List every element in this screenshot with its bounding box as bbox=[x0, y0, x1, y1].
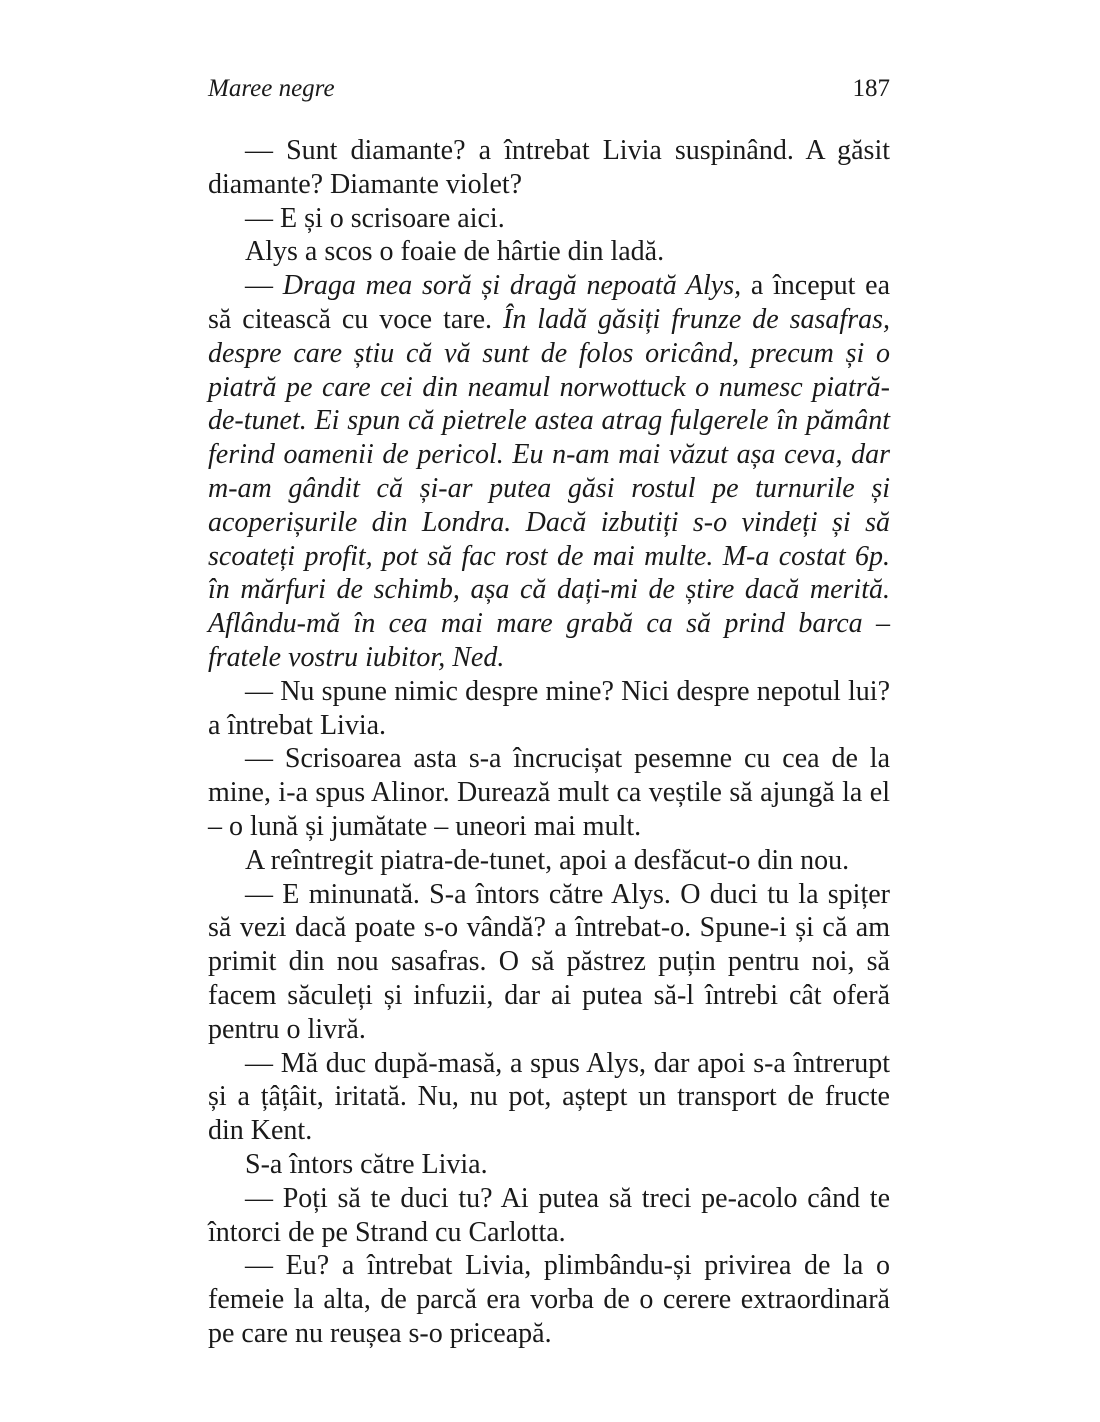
text-run: Alys a scos o foaie de hârtie din ladă. bbox=[245, 236, 665, 268]
text-run: — Sunt diamante? a întrebat Livia suspinând. A găsit diamante? Diamante violet? bbox=[208, 135, 890, 200]
text-run: — Poți să te duci tu? Ai putea să treci pe-acolo când te întorci de pe Strand cu Carlotta. bbox=[208, 1182, 890, 1248]
text-run: — bbox=[245, 270, 283, 302]
paragraph bbox=[208, 1148, 890, 1182]
text-run: — Nu spune nimic despre mine? Nici despre nepotul lui? a întrebat Livia. bbox=[208, 675, 890, 741]
text-run: — E și o scrisoare aici. bbox=[245, 202, 505, 234]
text-run: S-a întors către Livia. bbox=[245, 1148, 488, 1180]
paragraph bbox=[208, 878, 890, 1047]
paragraph bbox=[208, 1047, 890, 1148]
running-title: Maree negre bbox=[208, 75, 335, 102]
paragraph bbox=[208, 134, 890, 202]
text-run: a început ea să citească cu voce tare. bbox=[208, 270, 890, 335]
paragraph bbox=[208, 1249, 890, 1350]
text-run: — Scrisoarea asta s-a încrucișat pesemne cu cea de la mine, i-a spus Alinor. Durează mult ca veștile să ajungă la el – o lună și jumătate – uneori mai mult. bbox=[208, 743, 890, 842]
paragraph bbox=[208, 844, 890, 878]
text-run: — Mă duc după-masă, a spus Alys, dar apoi s-a întrerupt și a țâțâit, iritată. Nu, nu pot, aștept un transport de fructe din Kent. bbox=[208, 1047, 890, 1147]
italic-text: În ladă găsiți frunze de sasafras, despre care știu că vă sunt de folos oricând, precum și o piatră pe care cei din neamul norwottuck o numesc piatră-de-tunet. Ei spun că pietrele astea atrag fulgerele în pământ ferind oamenii de pericol. Eu n-am mai văzut așa ceva, dar m-am gândit că și-ar putea găsi rostul pe turnurile și acoperișurile din Londra. Dacă izbutiți s-o vindeți și să scoateți profit, pot să fac rost de mai multe. M-a costat 6p. în mărfuri de schimb, așa că dați-mi de știre dacă merită. Aflându-mă în cea mai mare grabă ca să prind barca – fratele vostru iubitor, Ned. bbox=[208, 303, 890, 673]
paragraph bbox=[208, 269, 890, 675]
body-text bbox=[208, 134, 890, 1351]
paragraph bbox=[208, 742, 890, 843]
text-run: — Eu? a întrebat Livia, plimbându-și privirea de la o femeie la alta, de parcă era vorba de o cerere extraordinară pe care nu reușea s-o priceapă. bbox=[208, 1250, 890, 1349]
paragraph bbox=[208, 1182, 890, 1250]
italic-text: Draga mea soră și dragă nepoată Alys, bbox=[282, 270, 742, 302]
paragraph bbox=[208, 675, 890, 743]
page-number: 187 bbox=[852, 75, 890, 102]
text-run: — E minunată. S-a întors către Alys. O duci tu la spițer să vezi dacă poate s-o vândă? a întrebat-o. Spune-i și că am primit din nou sasafras. O să păstrez puțin pentru noi, să facem săculeți și infuzii, dar ai putea să-l întrebi cât oferă pentru o livră. bbox=[208, 878, 890, 1045]
paragraph bbox=[208, 202, 890, 236]
running-head bbox=[208, 72, 890, 112]
text-run: A reîntregit piatra-de-tunet, apoi a desfăcut-o din nou. bbox=[245, 844, 850, 876]
paragraph bbox=[208, 235, 890, 269]
